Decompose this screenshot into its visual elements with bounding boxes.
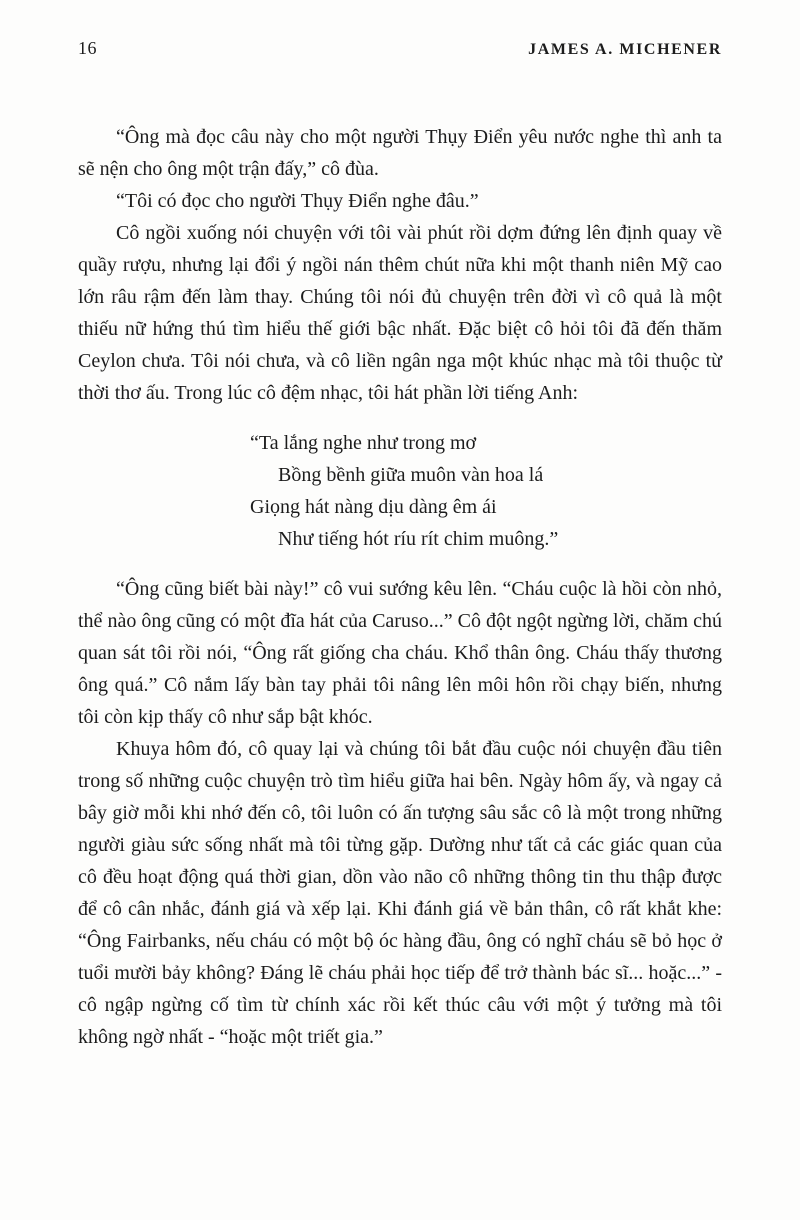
paragraph-2: “Tôi có đọc cho người Thụy Điển nghe đâu.” [116, 190, 479, 212]
verse-line-3: Giọng hát nàng dịu dàng êm ái [250, 496, 497, 518]
verse-block [250, 427, 722, 555]
paragraph-5: Khuya hôm đó, cô quay lại và chúng tôi bắt đầu cuộc nói chuyện đầu tiên trong số những cuộc chuyện trò tìm hiểu giữa hai bên. Ngày hôm ấy, và ngay cả bây giờ mỗi khi nhớ đến cô, tôi luôn có ấn tượng sâu sắc cô là một trong những người giàu sức sống nhất mà tôi từng gặp. Dường như tất cả các giác quan của cô đều hoạt động quá thời gian, dồn vào não cô những thông tin thu thập được để cô cân nhắc, đánh giá và xếp lại. Khi đánh giá về bản thân, cô rất khắt khe: “Ông Fairbanks, nếu cháu có một bộ óc hàng đầu, ông có nghĩ cháu sẽ bỏ học ở tuổi mười bảy không? Đáng lẽ cháu phải học tiếp để trở thành bác sĩ... hoặc...” - cô ngập ngừng cố tìm từ chính xác rồi kết thúc câu với một ý tưởng mà tôi không ngờ nhất - “hoặc một triết gia.” [78, 738, 722, 1048]
paragraph-4: “Ông cũng biết bài này!” cô vui sướng kêu lên. “Cháu cuộc là hồi còn nhỏ, thể nào ông cũng có một đĩa hát của Caruso...” Cô đột ngột ngừng lời, chăm chú quan sát tôi rồi nói, “Ông rất giống cha cháu. Khổ thân ông. Cháu thấy thương ông quá.” Cô nắm lấy bàn tay phải tôi nâng lên môi hôn rồi chạy biến, nhưng tôi còn kịp thấy cô như sắp bật khóc. [78, 578, 722, 728]
verse-line-1: “Ta lắng nghe như trong mơ [250, 432, 477, 454]
verse-line-2: Bồng bềnh giữa muôn vàn hoa lá [278, 464, 544, 486]
paragraph-1: “Ông mà đọc câu này cho một người Thụy Điển yêu nước nghe thì anh ta sẽ nện cho ông một trận đấy,” cô đùa. [78, 126, 722, 180]
paragraph-3: Cô ngồi xuống nói chuyện với tôi vài phút rồi dợm đứng lên định quay về quầy rượu, nhưng lại đổi ý ngồi nán thêm chút nữa khi một thanh niên Mỹ cao lớn râu rậm đến làm thay. Chúng tôi nói đủ chuyện trên đời vì cô quả là một thiếu nữ hứng thú tìm hiểu thế giới bậc nhất. Đặc biệt cô hỏi tôi đã đến thăm Ceylon chưa. Tôi nói chưa, và cô liền ngân nga một khúc nhạc mà tôi thuộc từ thời thơ ấu. Trong lúc cô đệm nhạc, tôi hát phần lời tiếng Anh: [78, 222, 722, 404]
running-header: JAMES A. MICHENER [528, 41, 722, 58]
page-body [78, 121, 722, 1053]
page-header [78, 38, 722, 59]
page-number: 16 [78, 38, 97, 58]
verse-line-4: Như tiếng hót ríu rít chim muông.” [278, 528, 559, 550]
